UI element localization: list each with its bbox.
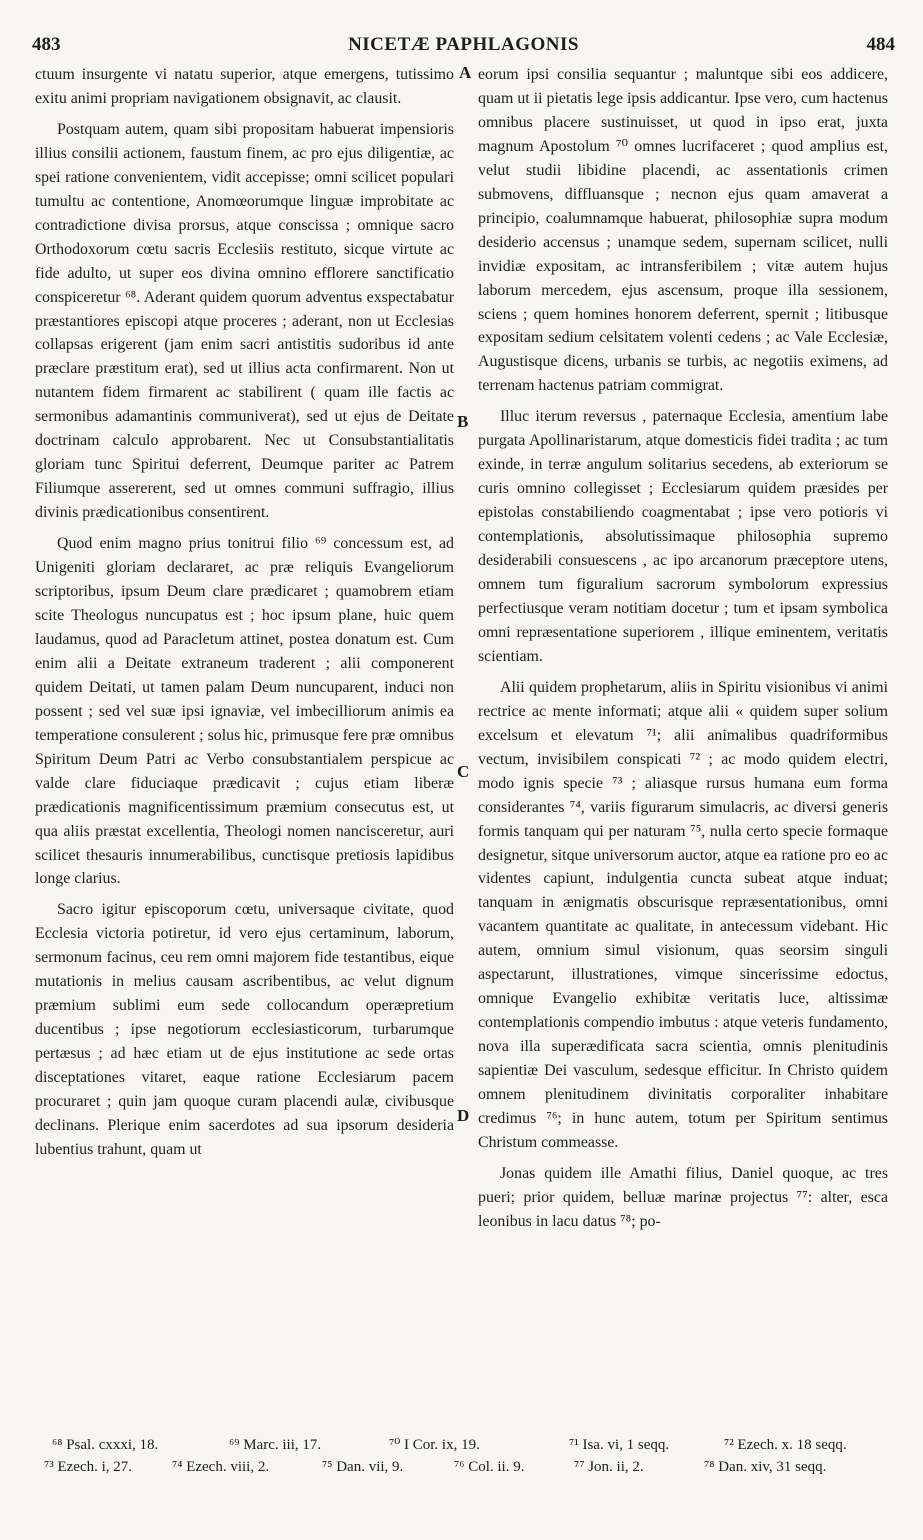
footnote: ⁶⁹ Marc. iii, 17. (229, 1437, 322, 1453)
left-column (35, 63, 454, 1162)
running-title: NICETÆ PAPHLAGONIS (348, 34, 579, 55)
margin-marker-a: A (459, 63, 472, 82)
footnote: ⁷¹ Isa. vi, 1 seqq. (569, 1437, 670, 1453)
footnote: ⁷⁴ Ezech. viii, 2. (172, 1459, 270, 1475)
footnote: ⁷² Ezech. x. 18 seqq. (724, 1437, 847, 1453)
right-column (478, 63, 888, 1234)
page-number-left: 483 (32, 34, 61, 55)
paragraph: Postquam autem, quam sibi propositam habuerat impensioris illius consilii actionem, faustum finem, ac pro ejus diligentiæ, ac spei ratione convenientem, vidit accepisse; omni scilicet populari tumultu ac contentione, Anomœorumque linguæ improbitate ac contradictione divisa prorsus, atque conscissa ; omnique sacro Orthodoxorum cœtu sacris Ecclesiis restituto, sicque virtute ac fide adulto, ut super eos divina omnino efflorere sanctificatio conspiceretur ⁶⁸. Aderant quidem quorum adventus exspectabatur præstantiores episcopi atque proceres ; aderant, non ut Ecclesias collapsas erigerent (jam enim sacri antistitis sudoribus id ante præclare præstitum erat), sed ut illius acta confirmarent. Non ut nutantem fidem firmarent ac stabilirent ( quam ille factis ac sermonibus adamantinis communiverat), sed ut ejus de Deitate doctrinam calculo approbarent. Nec ut Consubstantialitatis gloriam tunc Spiritui deferrent, Deumque pariter ac Patrem Filiumque assererent, sed ut omnes communi suffragio, illius divinis prædicationibus consentirent. (35, 120, 454, 522)
paragraph: Alii quidem prophetarum, aliis in Spiritu visionibus vi animi rectrice ac mente informati; atque alii « quidem super solium excelsum et elevatum ⁷¹; alii animalibus quadriformibus vectum, invisibilem conspicati ⁷² ; ac modo quidem electri, modo ignis specie ⁷³ ; aliasque rursus humana eum forma considerantes ⁷⁴, variis figurarum simulacris, ac diversi generis formis tanquam qui per naturam ⁷⁵, nulla certo specie formaque designetur, sitque universorum auctor, atque ea ratione pro eo ac videntes capiunt, indulgentia cuncta subeat atque induat; tanquam in ænigmatis obscurisque repræsentationibus, omni vacantem quantitate ac qualitate, in antecessum videbant. Hic autem, omnium simul visionum, quas seorsim singuli aspectarunt, illustrationes, vimque sincerissime edoctus, omnique Evangelio exhibitæ veritatis luce, altissimæ contemplationis compendio imbutus : atque veteris fundamento, nova illa superædificata sacra scientia, omnis plenitudinis sapientiæ Dei vasculum, sedesque efficitur. In Christo quidem omnem plenitudinem divinitatis corporaliter inhabitare credimus ⁷⁶; in hunc autem, totum per Spiritum sentimus Christum commeasse. (478, 678, 888, 1151)
paragraph: Sacro igitur episcoporum cœtu, universaque civitate, quod Ecclesia victoria potiretur, id vero ejus certaminum, laborum, sermonum facinus, ceu rem omni majorem fide testantibus, eique mutationis in melius causam ascribentibus, ac velut dignum præmium sublimi eum sede collocandum operæpretium ducentibus ; ipse negotiorum ecclesiasticorum, turbarumque pertæsus ; ad hæc etiam ut de ejus institutione ac sede ortas disceptationes vitaret, eaque ratione Ecclesiarum pacem procuraret ; quin jam quoque curam placendi aulæ, civibusque declinans. Plerique enim sacerdotes ad sua ipsorum desideria lubentius trahunt, quam ut (35, 901, 454, 1158)
footnote: ⁷⁵ Dan. vii, 9. (322, 1459, 404, 1475)
page-number-right: 484 (866, 34, 895, 55)
paragraph: Jonas quidem ille Amathi filius, Daniel quoque, ac tres pueri; prior quidem, belluæ marinæ projectus ⁷⁷: alter, esca leonibus in lacu datus ⁷⁸; po- (478, 1164, 888, 1230)
footnote: ⁷⁷ Jon. ii, 2. (574, 1459, 644, 1475)
paragraph: ctuum insurgente vi natatu superior, atque emergens, tutissimo exitu animi propriam navigationem obsignavit, ac clausit. (35, 66, 454, 107)
margin-marker-d: D (457, 1106, 470, 1125)
margin-marker-b: B (457, 412, 469, 431)
margin-marker-c: C (457, 762, 470, 781)
footnote: ⁷⁰ I Cor. ix, 19. (389, 1437, 480, 1453)
running-header (32, 34, 895, 60)
footnote: ⁷⁶ Col. ii. 9. (454, 1459, 525, 1475)
footnote: ⁷⁸ Dan. xiv, 31 seqq. (704, 1459, 827, 1475)
footnote: ⁶⁸ Psal. cxxxi, 18. (52, 1437, 159, 1453)
paragraph: eorum ipsi consilia sequantur ; maluntque sibi eos addicere, quam ut ii pietatis lege ipsis addicantur. Ipse vero, cum hactenus omnibus placere sustinuisset, ut quod in ipso erat, juxta magnum Apostolum ⁷⁰ omnes lucrifaceret ; quod amplius est, velut studii libidine placendi, ac assentationis crimen submovens, diffluansque ; necnon ejus quam amaverat a principio, coalumnamque habuerat, philosophiæ supra modum desiderio accensus ; unamque sedem, supernam scilicet, nulli invidiæ expositam, ac intransferibilem ; vitæ autem hujus laborum mercedem, ejus ascensum, proque illa sessionem, sciens ; quem homines honorem deferrent, spernit ; litibusque expositam sedium celsitatem volenti cedens ; ac Vale Ecclesiæ, Augustisque dicens, urbanis se turbis, ac negotiis eximens, ad terrenam hactenus patriam commigrat. (478, 66, 888, 395)
footnotes (44, 1434, 894, 1478)
footnote: ⁷³ Ezech. i, 27. (44, 1459, 133, 1475)
paragraph: Quod enim magno prius tonitrui filio ⁶⁹ concessum est, ad Unigeniti gloriam declararet, ac præ reliquis Evangeliorum scriptoribus, ipsum Deum clare prædicaret ; quamobrem etiam scite Theologus nuncupatus est ; hoc ipsum plane, huic quem laudamus, quod ad Paracletum attinet, postea donatum est. Cum enim alii a Deitate extraneum traderent ; alii componerent quidem Deitati, ut tamen palam Deum nuncuparent, induci non possent ; sed vel suæ ipsi ignaviæ, vel imbecilliorum animis ea temperatione consulerent ; solus hic, primusque fere præ omnibus Spiritum Deum Patri ac Verbo consubstantialem perspicue ac valde clare fiduciaque prædicavit ; cujus etiam liberæ prædicationis magnificentissimum præmium consecutus est, ut qua aliis præstat excellentia, Theologi nomen nancisceretur, auri scilicet thesauris innumerabilibus, cunctisque pretiosis lapidibus longe clarius. (35, 535, 454, 888)
paragraph: Illuc iterum reversus , paternaque Ecclesia, amentium labe purgata Apollinaristarum, atque domesticis fidei tradita ; ac tum exinde, in terræ angulum solitarius secedens, ab exteriorum se curis omnino collegisset ; Ecclesiarum quidem præsides per epistolas constabiliendo coagmentabat ; ipse vero potioris vi contemplationis, absolutissimaque philosophia supremo desiderabili consuescens , ac ipo arcanorum præceptore utens, omnem tum figuralium sacrorum symbolorum expressius perfectiusque veram notitiam docetur ; tum et ipsam symbolica omni repræsentatione superiorem , illique eminentem, veritatis scientiam. (478, 408, 888, 665)
